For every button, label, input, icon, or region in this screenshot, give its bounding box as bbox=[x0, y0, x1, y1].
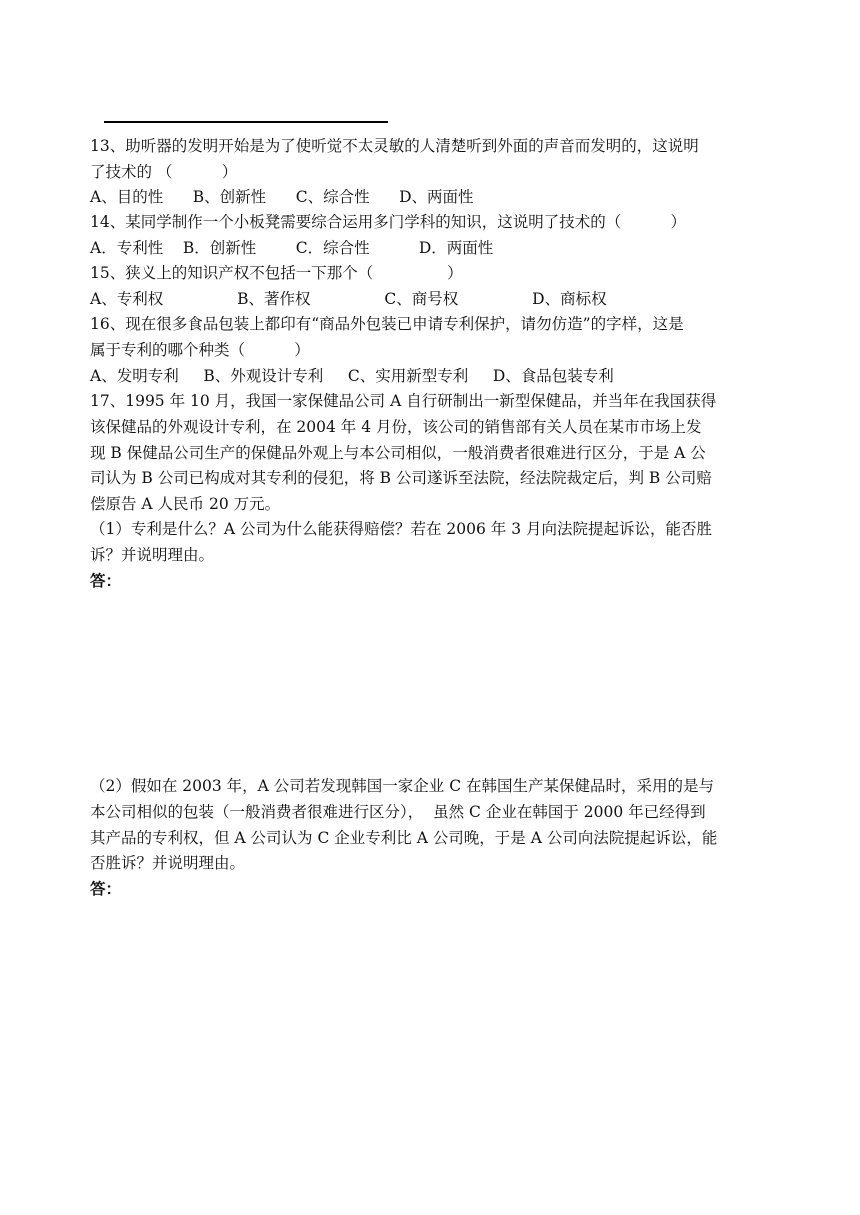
q17-sub2-line-1: （2）假如在 2003 年，A 公司若发现韩国一家企业 C 在韩国生产某保健品时，采用的是与 bbox=[90, 777, 714, 795]
answer-label-1: 答： bbox=[90, 571, 122, 590]
q16-line-1: 16、现在很多食品包装上都印有“商品外包装已申请专利保护，请勿仿造”的字样，这是 bbox=[90, 315, 684, 333]
q14-line-1: 14、某同学制作一个小板凳需要综合运用多门学科的知识，这说明了技术的（ ） bbox=[90, 213, 686, 231]
q16-line-2: 属于专利的哪个种类（ ） bbox=[90, 341, 310, 359]
q17-sub2-line-4: 否胜诉？并说明理由。 bbox=[90, 854, 246, 872]
q15-line-1: 15、狭义上的知识产权不包括一下那个（ ） bbox=[90, 264, 463, 282]
top-rule bbox=[104, 121, 388, 123]
q13-line-2: 了技术的 （ ） bbox=[90, 163, 238, 181]
q13-options: A、目的性 B、创新性 C、综合性 D、两面性 bbox=[90, 188, 474, 206]
q17-line-1: 17、1995 年 10 月，我国一家保健品公司 A 自行研制出一新型保健品，并当年在我国获得 bbox=[90, 392, 717, 410]
q13-line-1: 13、助听器的发明开始是为了使听觉不太灵敏的人清楚听到外面的声音而发明的，这说明 bbox=[90, 137, 699, 155]
q17-sub2-line-2: 本公司相似的包装（一般消费者很难进行区分）， 虽然 C 企业在韩国于 2000 年已经得到 bbox=[90, 803, 706, 821]
q17-line-4: 司认为 B 公司已构成对其专利的侵犯，将 B 公司遂诉至法院，经法院裁定后，判 B 公司赔 bbox=[90, 469, 712, 487]
q17-sub1-line-2: 诉？并说明理由。 bbox=[90, 546, 215, 564]
q15-options: A、专利权 B、著作权 C、商号权 D、商标权 bbox=[90, 290, 607, 308]
answer-label-2: 答： bbox=[90, 879, 122, 898]
q17-sub1-line-1: （1）专利是什么？A 公司为什么能获得赔偿？若在 2006 年 3 月向法院提起诉讼，能否胜 bbox=[90, 520, 713, 538]
q16-options: A、发明专利 B、外观设计专利 C、实用新型专利 D、食品包装专利 bbox=[90, 367, 614, 385]
q17-line-3: 现 B 保健品公司生产的保健品外观上与本公司相似，一般消费者很难进行区分，于是 A 公 bbox=[90, 444, 706, 462]
q14-options: A．专利性 B．创新性 C．综合性 D．两面性 bbox=[90, 239, 494, 257]
q17-sub2-line-3: 其产品的专利权，但 A 公司认为 C 企业专利比 A 公司晚，于是 A 公司向法院提起诉讼，能 bbox=[90, 829, 718, 847]
q17-line-2: 该保健品的外观设计专利，在 2004 年 4 月份，该公司的销售部有关人员在某市市场上发 bbox=[90, 418, 702, 436]
q17-line-5: 偿原告 A 人民币 20 万元。 bbox=[90, 495, 281, 513]
